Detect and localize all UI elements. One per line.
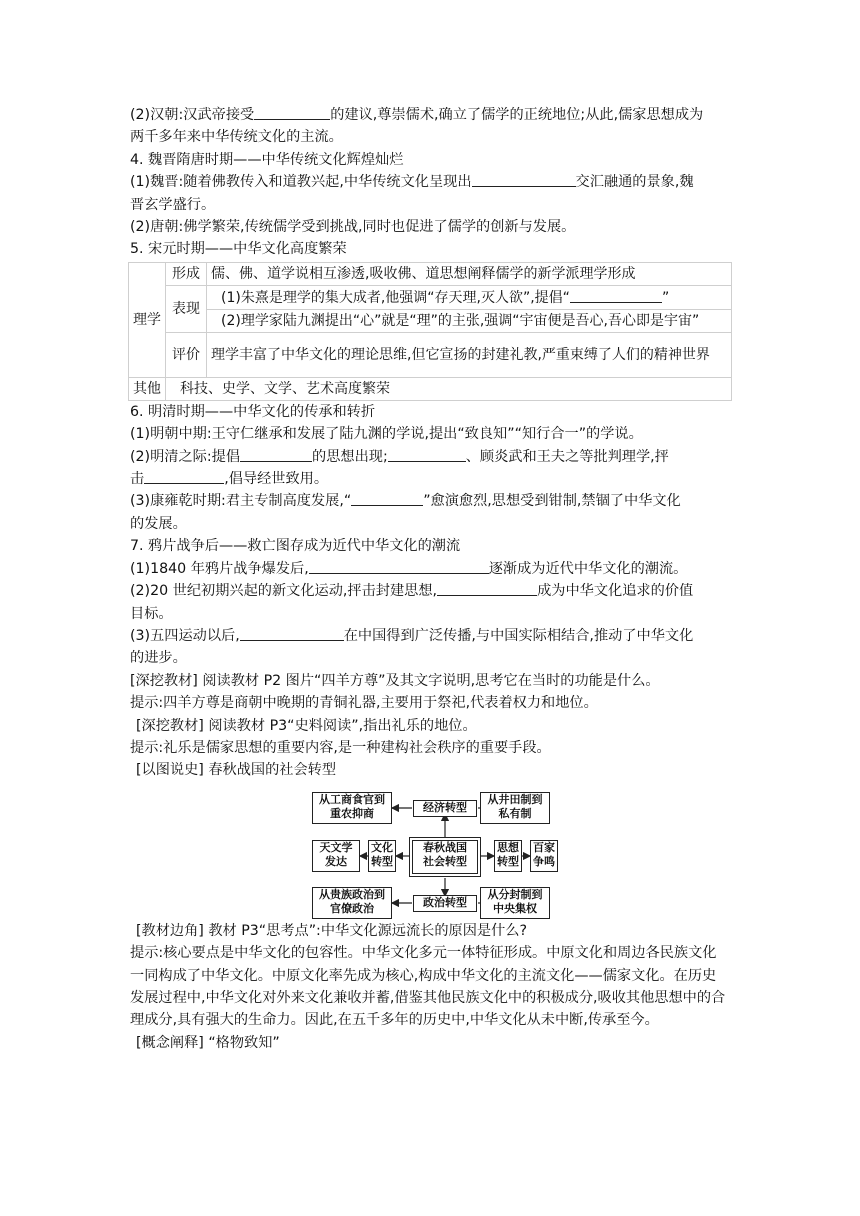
thought-transition-node: 思想 转型 <box>494 840 522 872</box>
polit-right-node: 从分封制到 中央集权 <box>480 887 550 919</box>
text: (2)汉朝:汉武帝接受 <box>130 107 255 123</box>
center-node: 春秋战国 社会转型 <box>412 840 478 874</box>
textbook-corner: [教材边角] 教材 P3“思考点”:中华文化源远流长的原因是什么? <box>136 922 527 939</box>
dig-textbook-2: [深挖教材] 阅读教材 P3“史料阅读”,指出礼乐的地位。 <box>136 717 477 734</box>
xingcheng-header: 形成 <box>166 262 207 285</box>
answer-blank[interactable] <box>388 446 466 462</box>
kangyongqian-line-cont: 的发展。 <box>130 515 187 532</box>
econ-right-node: 从井田制到 私有制 <box>480 792 550 824</box>
answer-blank[interactable] <box>144 468 224 484</box>
biaoxian-cell-1: (1)朱熹是理学的集大成者,他强调“存天理,灭人欲”,提倡“ ” <box>207 285 732 309</box>
han-line <box>130 104 730 126</box>
answer-blank[interactable] <box>437 580 537 596</box>
answer-blank[interactable] <box>240 625 344 641</box>
tip-3: 提示:核心要点是中华文化的包容性。中华文化多元一体特征形成。中原文化和周边各民族文化一同构成了中华文化。中原文化率先成为核心,构成中华文化的主流文化——儒家文化。在历史发展过程中,中华文化对外来文化兼收并蓄,借鉴其他民族文化中的积极成分,吸收其他思想中的合理成分,具有强大的生命力。因此,在五千多年的历史中,中华文化从未中断,传承至今。 <box>130 945 726 1029</box>
wusi-line-cont: 的进步。 <box>130 650 187 667</box>
lixue-header: 理学 <box>129 262 166 377</box>
xinwenhua-line-cont: 目标。 <box>130 605 173 622</box>
econ-left-node: 从工商食官到 重农抑商 <box>312 792 392 824</box>
text: 的建议,尊崇儒术,确立了儒学的正统地位;从此,儒家思想成为 <box>330 107 704 123</box>
dig-textbook-1: [深挖教材] 阅读教材 P2 图片“四羊方尊”及其文字说明,思考它在当时的功能是什么。 <box>130 672 660 689</box>
tip-1: 提示:四羊方尊是商朝中晚期的青铜礼器,主要用于祭祀,代表着权力和地位。 <box>130 695 598 712</box>
mingqing-line: (2)明清之际:提倡 的思想出现; 、顾炎武和王夫之等批判理学,抨 <box>130 446 730 468</box>
weijin-line-cont: 晋玄学盛行。 <box>130 196 216 213</box>
weijin-line <box>130 171 730 193</box>
concept-explain: [概念阐释] “格物致知” <box>136 1034 280 1051</box>
section-heading-4: 4. 魏晋隋唐时期——中华传统文化辉煌灿烂 <box>130 151 404 168</box>
answer-blank[interactable] <box>254 104 330 120</box>
kangyongqian-line: (3)康雍乾时期:君主专制高度发展,“ ”愈演愈烈,思想受到钳制,禁锢了中华文化 <box>130 490 730 512</box>
tang-line: (2)唐朝:佛学繁荣,传统儒学受到挑战,同时也促进了儒学的创新与发展。 <box>130 219 576 236</box>
tip-2: 提示:礼乐是儒家思想的重要内容,是一种建构社会秩序的重要手段。 <box>130 739 551 756</box>
xingcheng-cell: 儒、佛、道学说相互渗透,吸收佛、道思想阐释儒学的新学派理学形成 <box>207 262 732 285</box>
section-heading-6: 6. 明清时期——中华文化的传承和转折 <box>130 403 376 420</box>
song-yuan-table <box>128 262 732 401</box>
biaoxian-header: 表现 <box>166 285 207 332</box>
mingqing-line-cont: 击 ,倡导经世致用。 <box>130 468 730 490</box>
document-body <box>130 104 730 1054</box>
xinwenhua-line: (2)20 世纪初期兴起的新文化运动,抨击封建思想, 成为中华文化追求的价值 <box>130 580 730 602</box>
answer-blank[interactable] <box>570 287 662 303</box>
qita-cell: 科技、史学、文学、艺术高度繁荣 <box>166 377 732 400</box>
biaoxian-cell-2: (2)理学家陆九渊提出“心”就是“理”的主张,强调“宇宙便是吾心,吾心即是宇宙” <box>207 309 732 332</box>
picture-history-title: [以图说史] 春秋战国的社会转型 <box>136 762 337 779</box>
pingjia-cell: 理学丰富了中华文化的理论思维,但它宣扬的封建礼教,严重束缚了人们的精神世界 <box>207 332 732 377</box>
section-heading-7: 7. 鸦片战争后——救亡图存成为近代中华文化的潮流 <box>130 538 461 555</box>
polit-left-node: 从贵族政治到 官僚政治 <box>312 887 392 919</box>
hundred-schools-node: 百家 争鸣 <box>530 840 558 872</box>
polit-transition-node: 政治转型 <box>413 895 477 912</box>
text: (1)魏晋:随着佛教传入和道教兴起,中华传统文化呈现出 <box>130 174 472 191</box>
answer-blank[interactable] <box>472 171 576 187</box>
pingjia-header: 评价 <box>166 332 207 377</box>
econ-transition-node: 经济转型 <box>413 800 477 817</box>
han-line-cont: 两千多年来中华传统文化的主流。 <box>130 129 343 146</box>
answer-blank[interactable] <box>309 558 489 574</box>
qita-header: 其他 <box>129 377 166 400</box>
answer-blank[interactable] <box>240 446 312 462</box>
culture-transition-node: 文化 转型 <box>368 840 396 872</box>
text: 交汇融通的景象,魏 <box>575 174 694 191</box>
section-heading-5: 5. 宋元时期——中华文化高度繁荣 <box>130 241 347 258</box>
yapian-line: (1)1840 年鸦片战争爆发后, 逐渐成为近代中华文化的潮流。 <box>130 558 730 580</box>
answer-blank[interactable] <box>351 490 423 506</box>
ming-line: (1)明朝中期:王守仁继承和发展了陆九渊的学说,提出“致良知”“知行合一”的学说。 <box>130 426 643 443</box>
social-transition-diagram <box>130 784 730 920</box>
wusi-line: (3)五四运动以后, 在中国得到广泛传播,与中国实际相结合,推动了中华文化 <box>130 625 730 647</box>
astronomy-node: 天文学 发达 <box>312 840 360 872</box>
